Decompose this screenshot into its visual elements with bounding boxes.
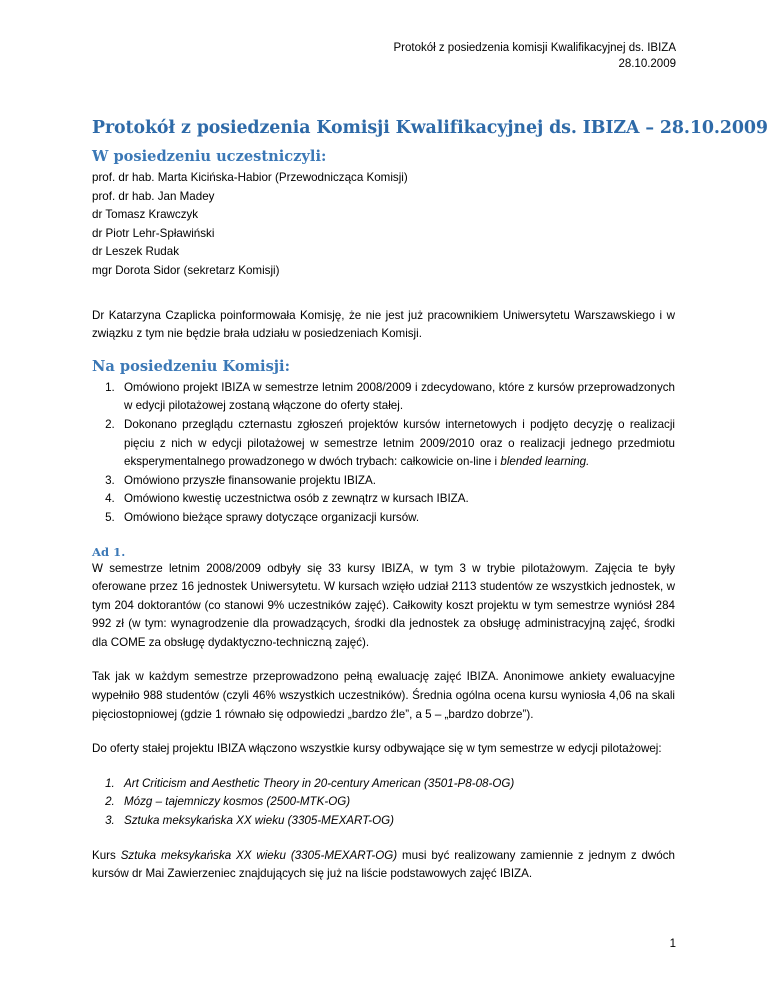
- participant-item: prof. dr hab. Marta Kicińska-Habior (Przewodnicząca Komisji): [92, 171, 408, 184]
- course-item: 3. Sztuka meksykańska XX wieku (3305-MEXART-OG): [118, 812, 675, 831]
- ad1-paragraph-1: W semestrze letnim 2008/2009 odbyły się 33 kursy IBIZA, w tym 3 w trybie pilotażowym. Zajęcia te były oferowane przez 16 jednostek Uniwersytetu. W kursach wzięło udział 2113 studentów ze wszystkich jednostek, w tym 204 doktorantów (co stanowi 9% uczestników zajęć). Całkowity koszt projektu w tym semestrze wyniósł 284 992 zł (w tym: wynagrodzenie dla prowadzących, środki dla jednostek za obsługę administracyjną zajęć, środki dla COME za obsługę dydaktyczno-techniczną zajęć).: [92, 561, 675, 649]
- participant-item: mgr Dorota Sidor (sekretarz Komisji): [92, 263, 280, 277]
- courses-list: [92, 775, 675, 831]
- ad1-p4-course: Sztuka meksykańska XX wieku (3305-MEXART-OG): [120, 848, 398, 862]
- header-date: 28.10.2009: [618, 58, 676, 70]
- meeting-heading: Na posiedzeniu Komisji:: [92, 357, 290, 375]
- agenda-item: [118, 416, 675, 472]
- participants-heading: W posiedzeniu uczestniczyli:: [92, 148, 327, 165]
- agenda-item-italic: blended learning.: [500, 455, 590, 469]
- participant-item: dr Piotr Lehr-Spławiński: [92, 226, 215, 240]
- notice-paragraph: Dr Katarzyna Czaplicka poinformowała Komisję, że nie jest już pracownikiem Uniwersytetu Warszawskiego i w związku z tym nie będzie brała udziału w posiedzeniach Komisji.: [92, 308, 675, 341]
- ad1-paragraph-3: Do oferty stałej projektu IBIZA włączono wszystkie kursy odbywające się w tym semestrze w edycji pilotażowej:: [92, 742, 662, 756]
- document-body: [92, 118, 768, 884]
- ad1-p4-suffix: musi być realizowany zamiennie z jednym z dwóch kursów dr Mai Zawierzeniec znajdujących się już na liście podstawowych zajęć IBIZA.: [92, 848, 675, 881]
- course-item: 1. Art Criticism and Aesthetic Theory in 20-century American (3501-P8-08-OG): [118, 775, 675, 794]
- agenda-item: 3. Omówiono przyszłe finansowanie projektu IBIZA.: [118, 472, 675, 491]
- participant-item: prof. dr hab. Jan Madey: [92, 189, 215, 203]
- agenda-item: 5. Omówiono bieżące sprawy dotyczące organizacji kursów.: [118, 509, 675, 528]
- participants-list: [92, 169, 675, 281]
- agenda-item: 1. Omówiono projekt IBIZA w semestrze letnim 2008/2009 i zdecydowano, które z kursów przeprowadzonych w edycji pilotażowej zostaną włączone do oferty stałej.: [118, 379, 675, 416]
- header-title: Protokół z posiedzenia komisji Kwalifikacyjnej ds. IBIZA: [393, 42, 676, 54]
- ad1-heading: Ad 1.: [92, 544, 126, 559]
- agenda-item: 4. Omówiono kwestię uczestnictwa osób z zewnątrz w kursach IBIZA.: [118, 490, 675, 509]
- participant-item: dr Leszek Rudak: [92, 245, 179, 259]
- ad1-paragraph-4: [92, 847, 675, 884]
- participant-item: dr Tomasz Krawczyk: [92, 208, 199, 222]
- course-item: 2. Mózg – tajemniczy kosmos (2500-MTK-OG): [118, 793, 675, 812]
- ad1-p4-prefix: Kurs: [92, 848, 121, 862]
- running-header: [393, 40, 676, 72]
- agenda-item-text: Dokonano przeglądu czternastu zgłoszeń projektów kursów internetowych i podjęto decyzję o realizacji pięciu z nich w edycji pilotażowej w semestrze letnim 2009/2010 oraz o realizacji jednego przedmiotu eksperymentalnego prowadzonego w dwóch trybach: całkowicie on-line i: [124, 417, 675, 469]
- page-number: 1: [669, 938, 676, 950]
- meeting-agenda-list: [92, 379, 675, 528]
- ad1-paragraph-2: Tak jak w każdym semestrze przeprowadzono pełną ewaluację zajęć IBIZA. Anonimowe ankiety ewaluacyjne wypełniło 988 studentów (czyli 46% wszystkich uczestników). Średnia ogólna ocena kursu wyniosła 4,06 na skali pięciostopniowej (gdzie 1 równało się odpowiedzi „bardzo źle”, a 5 – „bardzo dobrze”).: [92, 670, 675, 721]
- document-title: Protokół z posiedzenia Komisji Kwalifikacyjnej ds. IBIZA – 28.10.2009: [92, 118, 768, 138]
